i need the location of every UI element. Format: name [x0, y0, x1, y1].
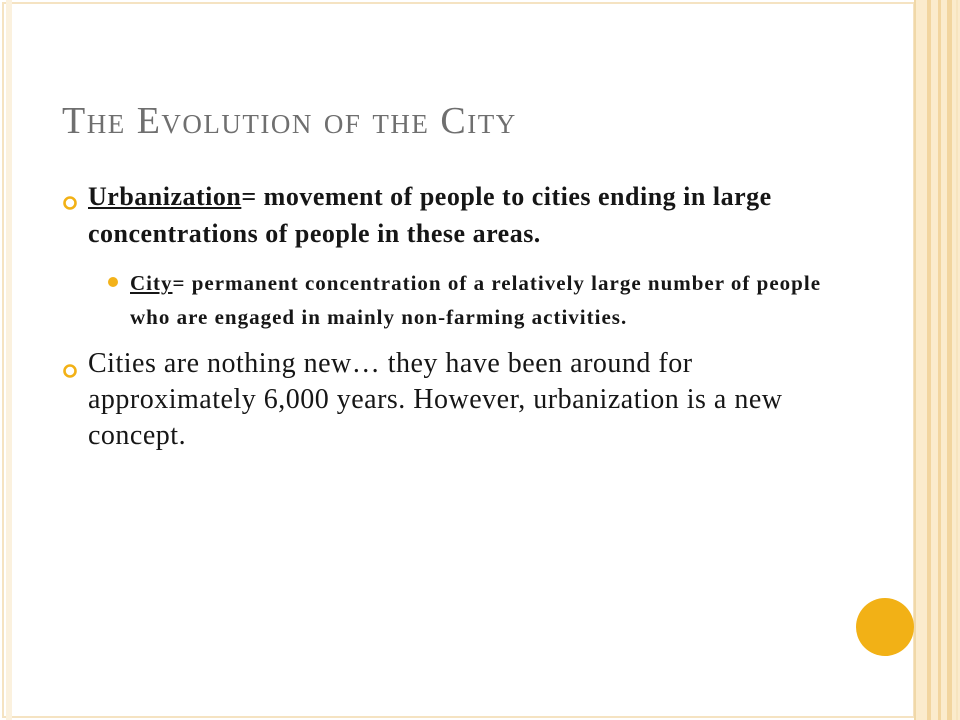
slide-title: The Evolution of the City [62, 100, 517, 142]
sub-bullet-text [130, 266, 822, 334]
stripe [956, 0, 958, 720]
stripe [938, 0, 941, 720]
sub-bullet-item-city [88, 266, 822, 334]
bullet-text [88, 178, 822, 252]
hollow-circle-icon [62, 195, 78, 211]
bullet-item-urbanization [62, 178, 822, 334]
hollow-circle-icon [62, 363, 78, 379]
stripe [914, 0, 916, 720]
definition-urbanization: = movement of people to cities ending in large concentrations of people in these areas. [88, 182, 772, 248]
term-city: City [130, 271, 173, 295]
bullet-item-cities [62, 346, 822, 454]
term-urbanization: Urbanization [88, 182, 242, 211]
decorative-stripes [914, 0, 960, 720]
filled-circle-icon [108, 277, 118, 287]
frame-accent-line [6, 0, 12, 720]
stripe [947, 0, 952, 720]
slide-content [62, 178, 822, 454]
stripe [927, 0, 931, 720]
decorative-circle [856, 598, 914, 656]
definition-city: = permanent concentration of a relatively large number of people who are engaged in mainly non-farming activities. [130, 271, 822, 329]
bullet-text: Cities are nothing new… they have been around for approximately 6,000 years. However, urbanization is a new concept. [88, 348, 783, 451]
